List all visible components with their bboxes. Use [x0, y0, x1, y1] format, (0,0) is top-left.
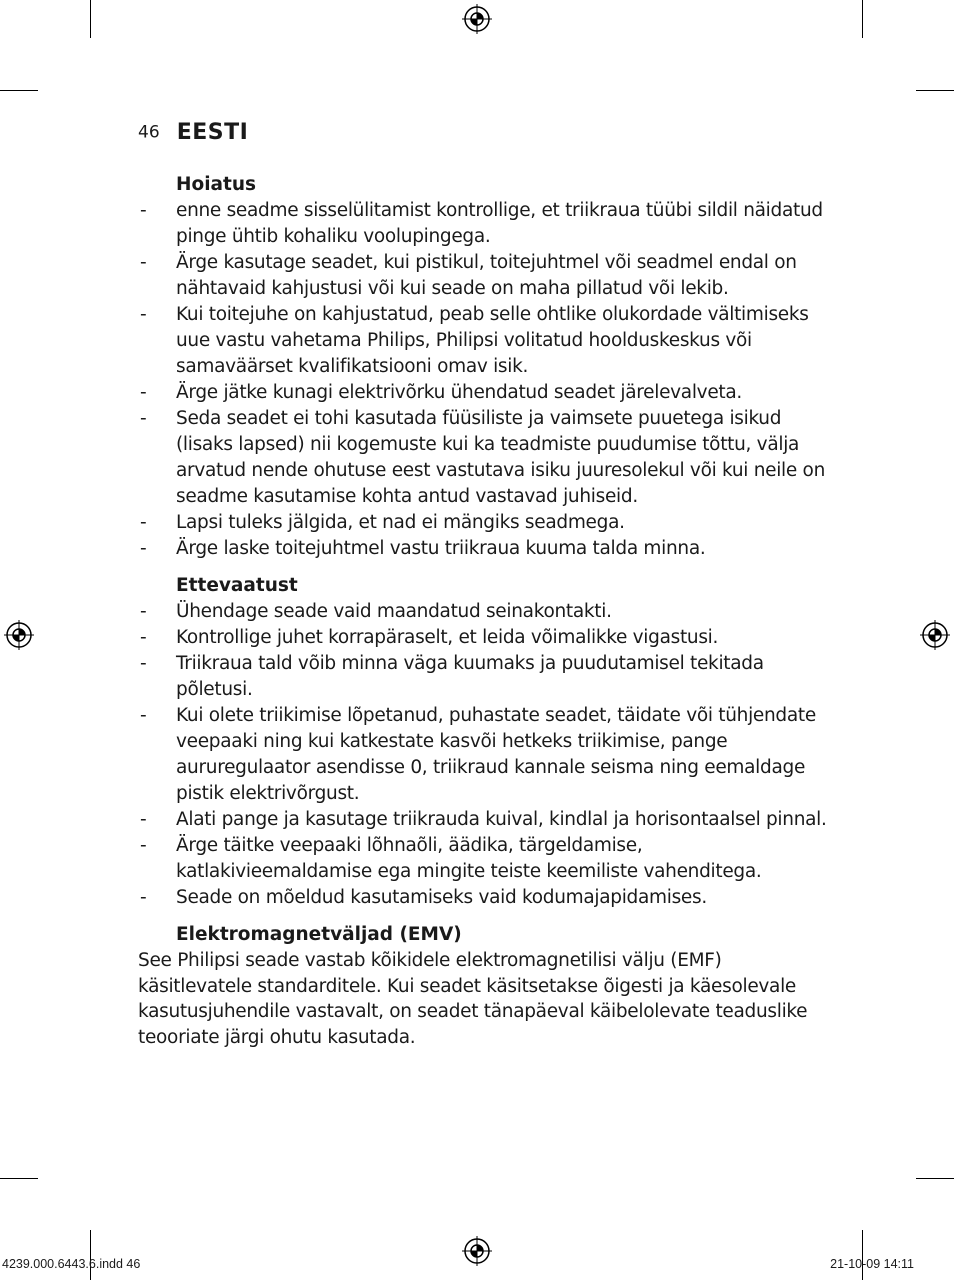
registration-mark-icon: [462, 4, 492, 34]
bullet-dash: -: [140, 809, 147, 830]
list-item-text: Ärge jätke kunagi elektrivõrku ühendatud seadet järelevalveta.: [176, 382, 742, 403]
bullet-dash: -: [140, 304, 147, 325]
emf-paragraph: See Philipsi seade vastab kõikidele elektromagnetilisi välju (EMF) käsitlevatele standarditele. Kui seadet käsitsetakse õigesti ja käesolevale kasutusjuhendile vastavalt, on seadet tänapäeval käibelolevate teaduslike teooriate järgi ohutu kasutada.: [138, 950, 808, 1048]
timestamp: 21-10-09 14:11: [830, 1257, 914, 1271]
crop-mark-top-right-h: [916, 90, 954, 91]
list-item: [138, 536, 828, 562]
main-content: [138, 172, 828, 1061]
bullet-dash: -: [140, 252, 147, 273]
list-item-text: Ärge laske toitejuhtmel vastu triikraua kuuma talda minna.: [176, 538, 706, 559]
list-item-text: Ärge kasutage seadet, kui pistikul, toitejuhtmel või seadmel endal on nähtavaid kahjustusi või kui seade on maha pillatud või lekib.: [176, 252, 797, 299]
crop-mark-bottom-right-h: [916, 1178, 954, 1179]
list-item: [138, 302, 828, 380]
list-item-text: Kui olete triikimise lõpetanud, puhastate seadet, täidate või tühjendate veepaaki ning kui katkestate kasvõi hetkeks triikimise, pange aururegulaator asendisse 0, triikraud kannale seisma ning eemaldage pistik elektrivõrgust.: [176, 705, 816, 804]
crop-mark-bottom-right-v: [862, 1230, 863, 1280]
bullet-dash: -: [140, 705, 147, 726]
registration-mark-icon: [4, 620, 34, 650]
crop-mark-top-right-v: [862, 0, 863, 38]
bullet-dash: -: [140, 887, 147, 908]
section-warning: [138, 172, 828, 562]
list-item: [138, 380, 828, 406]
crop-mark-bottom-left-v: [90, 1230, 91, 1280]
list-item: [138, 651, 828, 703]
list-item-text: Seda seadet ei tohi kasutada füüsiliste ja vaimsete puuetega isikud (lisaks lapsed) nii kogemuste kui ka teadmiste puudumise tõttu, välja arvatud nende ohutuse eest vastutava isiku juuresolekul või kui neile on seadme kasutamise kohta antud vastavad juhiseid.: [176, 408, 825, 507]
list-item-text: Lapsi tuleks jälgida, et nad ei mängiks seadmega.: [176, 512, 625, 533]
crop-mark-top-left-v: [90, 0, 91, 38]
page-number: 46: [138, 122, 160, 143]
section-title: Ettevaatust: [176, 575, 298, 596]
list-item: [138, 510, 828, 536]
caution-list: [138, 599, 828, 911]
bullet-dash: -: [140, 538, 147, 559]
bullet-dash: -: [140, 627, 147, 648]
crop-mark-bottom-left-h: [0, 1178, 38, 1179]
bullet-dash: -: [140, 835, 147, 856]
list-item: [138, 250, 828, 302]
list-item-text: Ühendage seade vaid maandatud seinakontakti.: [176, 601, 612, 622]
list-item: [138, 198, 828, 250]
bullet-dash: -: [140, 601, 147, 622]
bullet-dash: -: [140, 408, 147, 429]
bullet-dash: -: [140, 382, 147, 403]
list-item: [138, 807, 828, 833]
list-item: [138, 599, 828, 625]
list-item-text: Kui toitejuhe on kahjustatud, peab selle ohtlike olukordade vältimiseks uue vastu vahetama Philips, Philipsi volitatud hoolduskeskus või samaväärset kvalifikatsiooni omav isik.: [176, 304, 809, 377]
list-item: [138, 625, 828, 651]
list-item: [138, 833, 828, 885]
list-item-text: Ärge täitke veepaaki lõhnaõli, äädika, tärgeldamise, katlakivieemaldamise ega mingite teiste keemiliste vahenditega.: [176, 835, 762, 882]
list-item: [138, 885, 828, 911]
warning-list: [138, 198, 828, 562]
bullet-dash: -: [140, 200, 147, 221]
page-header: [138, 120, 248, 150]
section-emf: [138, 922, 828, 1050]
list-item-text: Alati pange ja kasutage triikrauda kuival, kindlal ja horisontaalsel pinnal.: [176, 809, 827, 830]
list-item-text: enne seadme sisselülitamist kontrollige, et triikraua tüübi sildil näidatud pinge ühtib kohaliku voolupingega.: [176, 200, 823, 247]
bullet-dash: -: [140, 653, 147, 674]
list-item-text: Kontrollige juhet korrapäraselt, et leida võimalikke vigastusi.: [176, 627, 719, 648]
section-title: Elektromagnetväljad (EMV): [176, 924, 462, 945]
section-title: Hoiatus: [176, 174, 257, 195]
list-item-text: Seade on mõeldud kasutamiseks vaid kodumajapidamises.: [176, 887, 707, 908]
registration-mark-icon: [462, 1236, 492, 1266]
bullet-dash: -: [140, 512, 147, 533]
registration-mark-icon: [920, 620, 950, 650]
list-item: [138, 703, 828, 807]
list-item: [138, 406, 828, 510]
language-title: EESTI: [176, 120, 249, 145]
list-item-text: Triikraua tald võib minna väga kuumaks ja puudutamisel tekitada põletusi.: [176, 653, 764, 700]
file-info: 4239.000.6443.6.indd 46: [2, 1257, 141, 1271]
crop-mark-top-left-h: [0, 90, 38, 91]
section-caution: [138, 573, 828, 911]
